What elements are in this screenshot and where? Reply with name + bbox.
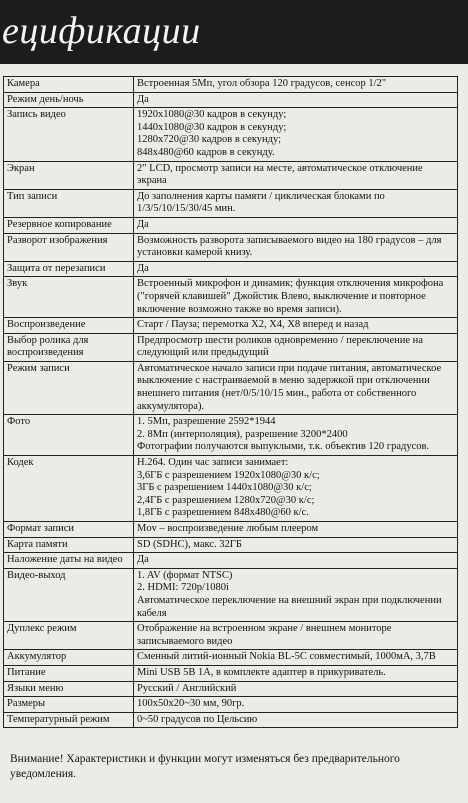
- spec-name: Выбор ролика для воспроизведения: [4, 333, 134, 361]
- spec-row: [4, 217, 458, 233]
- spec-row: [4, 456, 458, 522]
- spec-name: Фото: [4, 415, 134, 456]
- spec-row: [4, 665, 458, 681]
- spec-value: До заполнения карты памяти / циклическая блоками по 1/3/5/10/15/30/45 мин.: [134, 189, 458, 217]
- spec-value: Да: [134, 217, 458, 233]
- spec-value: Да: [134, 553, 458, 569]
- spec-value: Русский / Английский: [134, 681, 458, 697]
- spec-table: [3, 76, 458, 728]
- spec-value: Возможность разворота записываемого видео на 180 градусов – для установки камерой книзу.: [134, 233, 458, 261]
- spec-value: 100x50x20~30 мм, 90гр.: [134, 697, 458, 713]
- spec-row: [4, 77, 458, 93]
- spec-value: Старт / Пауза; перемотка Х2, Х4, Х8 вперед и назад: [134, 318, 458, 334]
- spec-row: [4, 361, 458, 414]
- spec-row: [4, 261, 458, 277]
- spec-name: Запись видео: [4, 108, 134, 161]
- spec-name: Размеры: [4, 697, 134, 713]
- spec-name: Карта памяти: [4, 537, 134, 553]
- spec-value: Автоматическое начало записи при подаче питания, автоматическое выключение с настраиваемой в меню задержкой при отключении внешнего питания (нет/0/5/10/15 мин., работа от собственного аккумулятора).: [134, 361, 458, 414]
- spec-name: Температурный режим: [4, 712, 134, 728]
- spec-value: Mini USB 5В 1А, в комплекте адаптер в прикуриватель.: [134, 665, 458, 681]
- spec-row: [4, 318, 458, 334]
- spec-value: 1. AV (формат NTSC) 2. HDMI: 720p/1080i Автоматическое переключение на внешний экран при подключении кабеля: [134, 568, 458, 621]
- spec-row: [4, 92, 458, 108]
- spec-name: Дуплекс режим: [4, 622, 134, 650]
- spec-value: Встроенный микрофон и динамик; функция отключения микрофона ("горячей клавишей" Джойстик Влево, выключение и повторное включение возможно также во время записи).: [134, 277, 458, 318]
- spec-name: Режим день/ночь: [4, 92, 134, 108]
- page-title: ецификации: [2, 10, 201, 52]
- spec-name: Воспроизведение: [4, 318, 134, 334]
- spec-value: Встроенная 5Мп, угол обзора 120 градусов, сенсор 1/2": [134, 77, 458, 93]
- spec-value: Mov – воспроизведение любым плеером: [134, 522, 458, 538]
- spec-value: H.264. Один час записи занимает: 3,6ГБ с разрешением 1920x1080@30 к/с; 3ГБ с разрешением 1440x1080@30 к/с; 2,4ГБ с разрешением 1280x720@30 к/с; 1,8ГБ с разрешением 848x480@60 к/с.: [134, 456, 458, 522]
- spec-value: Да: [134, 261, 458, 277]
- spec-value: 0~50 градусов по Цельсию: [134, 712, 458, 728]
- spec-name: Аккумулятор: [4, 650, 134, 666]
- spec-row: [4, 650, 458, 666]
- header-banner: [0, 0, 468, 64]
- spec-row: [4, 697, 458, 713]
- spec-row: [4, 161, 458, 189]
- spec-name: Защита от перезаписи: [4, 261, 134, 277]
- spec-name: Камера: [4, 77, 134, 93]
- spec-name: Режим записи: [4, 361, 134, 414]
- spec-row: [4, 622, 458, 650]
- spec-value: Отображение на встроенном экране / внешнем мониторе записываемого видео: [134, 622, 458, 650]
- spec-name: Формат записи: [4, 522, 134, 538]
- spec-name: Видео-выход: [4, 568, 134, 621]
- spec-name: Звук: [4, 277, 134, 318]
- spec-name: Разворот изображения: [4, 233, 134, 261]
- spec-row: [4, 415, 458, 456]
- spec-row: [4, 333, 458, 361]
- spec-value: Да: [134, 92, 458, 108]
- spec-row: [4, 681, 458, 697]
- spec-value: 1. 5Мп, разрешение 2592*1944 2. 8Мп (интерполяция), разрешение 3200*2400 Фотографии получаются выпуклыми, т.к. объектив 120 градусов.: [134, 415, 458, 456]
- spec-row: [4, 712, 458, 728]
- spec-row: [4, 522, 458, 538]
- spec-name: Экран: [4, 161, 134, 189]
- spec-name: Питание: [4, 665, 134, 681]
- spec-row: [4, 568, 458, 621]
- disclaimer-note: Внимание! Характеристики и функции могут изменяться без предварительного уведомления.: [10, 753, 400, 780]
- spec-name: Языки меню: [4, 681, 134, 697]
- spec-row: [4, 553, 458, 569]
- spec-value: 1920x1080@30 кадров в секунду; 1440x1080@30 кадров в секунду; 1280x720@30 кадров в секунду; 848x480@60 кадров в секунду.: [134, 108, 458, 161]
- spec-row: [4, 537, 458, 553]
- spec-value: Сменный литий-ионный Nokia BL-5C совместимый, 1000мА, 3,7В: [134, 650, 458, 666]
- spec-row: [4, 233, 458, 261]
- spec-row: [4, 189, 458, 217]
- spec-name: Наложение даты на видео: [4, 553, 134, 569]
- spec-row: [4, 277, 458, 318]
- spec-name: Резервное копирование: [4, 217, 134, 233]
- spec-value: Предпросмотр шести роликов одновременно / переключение на следующий или предыдущий: [134, 333, 458, 361]
- spec-value: SD (SDHC), макс. 32ГБ: [134, 537, 458, 553]
- spec-value: 2" LCD, просмотр записи на месте, автоматическое отключение экрана: [134, 161, 458, 189]
- spec-row: [4, 108, 458, 161]
- spec-name: Тип записи: [4, 189, 134, 217]
- spec-name: Кодек: [4, 456, 134, 522]
